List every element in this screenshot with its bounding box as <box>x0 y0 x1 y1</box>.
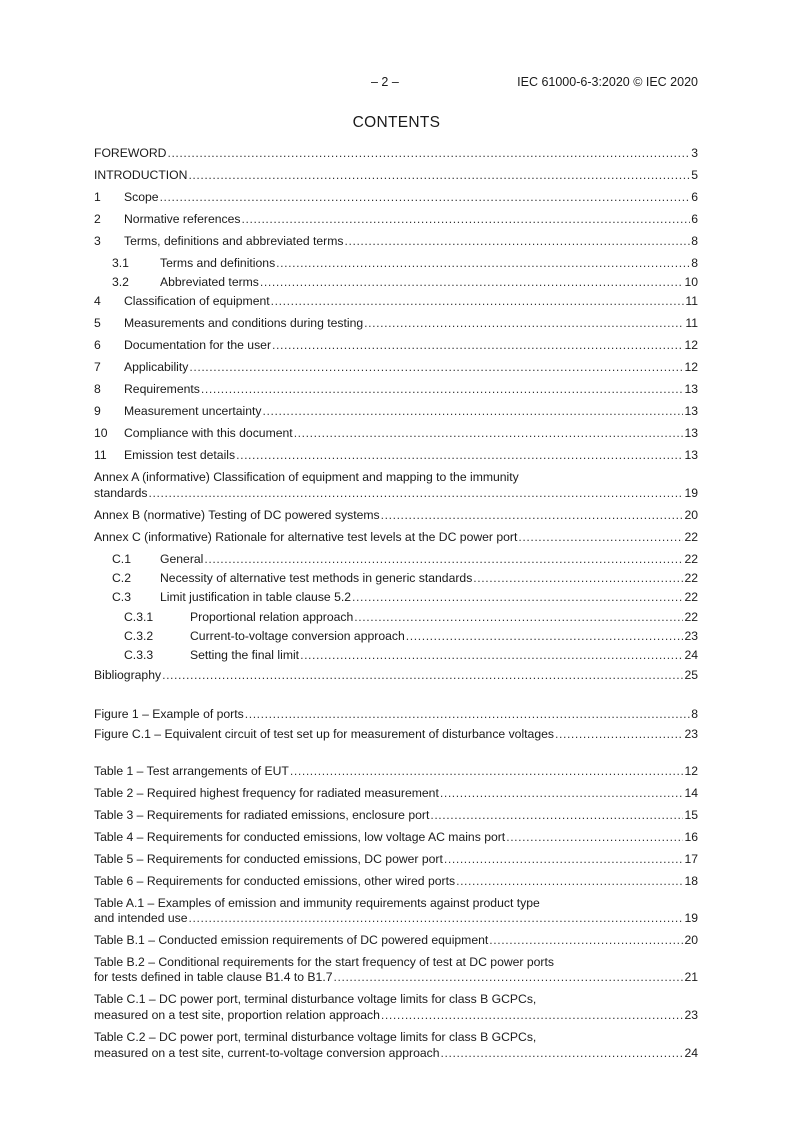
toc-entry-measurements[interactable]: 5 Measurements and conditions during testing ..... 11 <box>94 316 698 331</box>
dot-leader <box>444 852 684 867</box>
dot-leader <box>204 552 683 567</box>
dot-leader <box>364 316 684 331</box>
dot-leader <box>188 168 690 183</box>
dot-leader <box>406 629 684 644</box>
dot-leader <box>430 808 683 823</box>
toc-entry-annex-b[interactable]: Annex B (normative) Testing of DC powered systems ..... 20 <box>94 508 698 523</box>
dot-leader <box>260 275 684 290</box>
toc-entry-c-2[interactable]: C.2 Necessity of alternative test methods in generic standards ..... 22 <box>94 571 698 586</box>
dot-leader <box>555 727 683 742</box>
dot-leader <box>245 707 691 722</box>
dot-leader <box>290 764 684 779</box>
dot-leader <box>473 571 683 586</box>
page-header <box>0 75 793 93</box>
dot-leader <box>506 830 683 845</box>
dot-leader <box>440 786 684 801</box>
toc-entry-emission-test-details[interactable]: 11 Emission test details ..... 13 <box>94 448 698 463</box>
toc-entry-applicability[interactable]: 7 Applicability ..... 12 <box>94 360 698 375</box>
dot-leader <box>354 610 683 625</box>
toc-entry-introduction[interactable]: INTRODUCTION ..... 5 <box>94 168 698 183</box>
toc-entry-measurement-uncertainty[interactable]: 9 Measurement uncertainty ..... 13 <box>94 404 698 419</box>
dot-leader <box>333 970 683 985</box>
dot-leader <box>201 382 684 397</box>
page-number: – 2 – <box>371 75 399 89</box>
toc-entry-table-c-2[interactable]: Table C.2 – DC power port, terminal disturbance voltage limits for class B GCPCs, measured on a test site, current-to-voltage conversion approach ..... 24 <box>94 1030 698 1061</box>
toc-entry-figure-c-1[interactable]: Figure C.1 – Equivalent circuit of test set up for measurement of disturbance voltages ..... 23 <box>94 727 698 742</box>
dot-leader <box>456 874 683 889</box>
dot-leader <box>381 508 684 523</box>
toc-entry-3-2[interactable]: 3.2 Abbreviated terms ..... 10 <box>94 275 698 290</box>
dot-leader <box>162 668 683 683</box>
dot-leader <box>236 448 683 463</box>
dot-leader <box>149 486 684 501</box>
toc-entry-table-1[interactable]: Table 1 – Test arrangements of EUT ..... 12 <box>94 764 698 779</box>
toc-entry-c-3-1[interactable]: C.3.1 Proportional relation approach ..... 22 <box>94 610 698 625</box>
toc-entry-annex-a[interactable]: Annex A (informative) Classification of equipment and mapping to the immunity standards ..... 19 <box>94 470 698 501</box>
dot-leader <box>276 256 690 271</box>
dot-leader <box>160 190 691 205</box>
dot-leader <box>271 294 685 309</box>
toc-entry-documentation[interactable]: 6 Documentation for the user ..... 12 <box>94 338 698 353</box>
dot-leader <box>518 530 683 545</box>
toc-entry-normative-references[interactable]: 2 Normative references ..... 6 <box>94 212 698 227</box>
toc-entry-annex-c[interactable]: Annex C (informative) Rationale for alternative test levels at the DC power port ..... 22 <box>94 530 698 545</box>
toc-entry-table-b-1[interactable]: Table B.1 – Conducted emission requirements of DC powered equipment ..... 20 <box>94 933 698 948</box>
toc-entry-compliance[interactable]: 10 Compliance with this document ..... 13 <box>94 426 698 441</box>
dot-leader <box>242 212 691 227</box>
toc-entry-figure-1[interactable]: Figure 1 – Example of ports ..... 8 <box>94 707 698 722</box>
toc-entry-table-6[interactable]: Table 6 – Requirements for conducted emissions, other wired ports ..... 18 <box>94 874 698 889</box>
toc-entry-table-5[interactable]: Table 5 – Requirements for conducted emissions, DC power port ..... 17 <box>94 852 698 867</box>
toc-entry-3-1[interactable]: 3.1 Terms and definitions ..... 8 <box>94 256 698 271</box>
dot-leader <box>189 911 684 926</box>
toc-entry-table-4[interactable]: Table 4 – Requirements for conducted emissions, low voltage AC mains port ..... 16 <box>94 830 698 845</box>
dot-leader <box>272 338 683 353</box>
toc-entry-classification[interactable]: 4 Classification of equipment ..... 11 <box>94 294 698 309</box>
dot-leader <box>189 360 683 375</box>
dot-leader <box>167 146 690 161</box>
toc-entry-table-2[interactable]: Table 2 – Required highest frequency for radiated measurement ..... 14 <box>94 786 698 801</box>
toc-entry-foreword[interactable]: FOREWORD ..... 3 <box>94 146 698 161</box>
toc-entry-c-1[interactable]: C.1 General ..... 22 <box>94 552 698 567</box>
dot-leader <box>489 933 683 948</box>
dot-leader <box>263 404 684 419</box>
toc-entry-table-c-1[interactable]: Table C.1 – DC power port, terminal disturbance voltage limits for class B GCPCs, measured on a test site, proportion relation approach ..... 23 <box>94 992 698 1023</box>
page-title: CONTENTS <box>352 114 441 131</box>
toc-entry-c-3-2[interactable]: C.3.2 Current-to-voltage conversion approach ..... 23 <box>94 629 698 644</box>
toc-entry-table-a-1[interactable]: Table A.1 – Examples of emission and immunity requirements against product type and intended use ..... 19 <box>94 896 698 926</box>
toc-entry-c-3[interactable]: C.3 Limit justification in table clause 5.2 ..... 22 <box>94 590 698 605</box>
dot-leader <box>344 234 690 249</box>
toc-entry-terms-definitions[interactable]: 3 Terms, definitions and abbreviated terms ..... 8 <box>94 234 698 249</box>
toc-entry-scope[interactable]: 1 Scope ..... 6 <box>94 190 698 205</box>
toc-entry-bibliography[interactable]: Bibliography ..... 25 <box>94 668 698 683</box>
dot-leader <box>441 1046 684 1061</box>
dot-leader <box>294 426 684 441</box>
dot-leader <box>300 648 683 663</box>
toc-entry-c-3-3[interactable]: C.3.3 Setting the final limit ..... 24 <box>94 648 698 663</box>
toc-entry-requirements[interactable]: 8 Requirements ..... 13 <box>94 382 698 397</box>
document-reference: IEC 61000-6-3:2020 © IEC 2020 <box>517 75 698 89</box>
dot-leader <box>381 1008 684 1023</box>
toc-entry-table-b-2[interactable]: Table B.2 – Conditional requirements for the start frequency of test at DC power ports for tests defined in table clause B1.4 to B1.7 ..... 21 <box>94 955 698 985</box>
dot-leader <box>352 590 683 605</box>
toc-entry-table-3[interactable]: Table 3 – Requirements for radiated emissions, enclosure port ..... 15 <box>94 808 698 823</box>
